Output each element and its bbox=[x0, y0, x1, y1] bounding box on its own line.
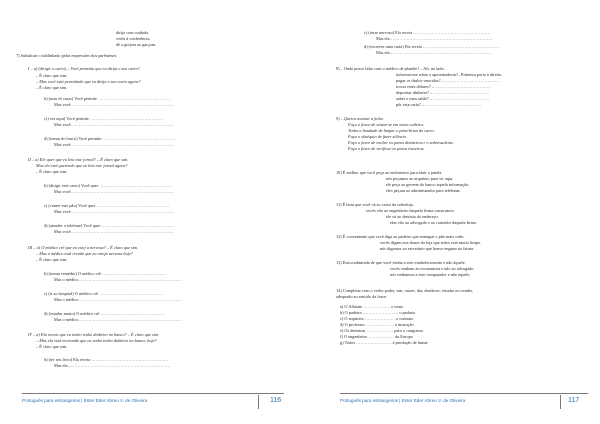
left-text-line: verbs à conferência. bbox=[116, 36, 151, 41]
right-text-line: saber o meu saldo? – ………………………………… bbox=[396, 96, 489, 101]
right-text-line: pôr esta carta? – ………………………………… bbox=[396, 102, 481, 107]
left-text-line: c) (comer este pão) Você quer …………………………………………… bbox=[44, 203, 170, 208]
left-text-line: dirija com cuidado. bbox=[116, 30, 150, 35]
right-text-line: 13) Estou admirada de que você venha a este estabelecimento e não àquele. bbox=[336, 260, 466, 265]
right-text-line: d) O professor ……………….. a instrução bbox=[340, 322, 414, 327]
left-text-line: Mas você……………………………………………………………… bbox=[54, 229, 174, 234]
left-text-line: c) (ver aqui) Você permite …………………………………………… bbox=[44, 116, 164, 121]
left-text-line: – Mas o médico está crendo que eu esteja nervosa hoje? bbox=[36, 251, 133, 256]
right-text-line: Faça o favor de encher os pneus dianteiros e o sobressalente. bbox=[348, 140, 455, 145]
left-text-line: Mas você……………………………………………………………… bbox=[54, 102, 174, 107]
left-text-line: d) (atender o telefone) Você quer …………………………………………… bbox=[44, 223, 175, 228]
left-text-line: Mas você……………………………………………………………… bbox=[54, 209, 174, 214]
right-text-line: Faça o favor de verificar os pneus traseiros. bbox=[348, 146, 425, 151]
right-text-line: 8) – Onde posso falar com o médico de plantão? – Ali, no lado. bbox=[336, 66, 445, 71]
right-text-line: c) O arquiteto ………………… o contrato bbox=[340, 316, 414, 321]
right-text-line: Faça o favor de sentar-se em outra cadeira. bbox=[348, 122, 424, 127]
left-text-line: – Mas ela está receiando que eu tenho tenho dinheiro no banco, hoje? bbox=[36, 338, 157, 343]
right-text-line: b) O padeiro ……………………. o padaria bbox=[340, 310, 416, 315]
left-text-line: II – a) Ele quer que eu leia este jornal? – É claro que sim. bbox=[28, 157, 129, 162]
left-text-line: Mas o médico……………………………………………………………… bbox=[54, 277, 182, 282]
left-footer-text: Português para estrangeiros | Ester Eder Abreu V. de Oliveira bbox=[22, 398, 148, 403]
left-text-line: b) (tomar remédio) O médico crê ……………………………………… bbox=[44, 271, 167, 276]
right-text-line: Mas ela……………………………………………………………… bbox=[376, 36, 493, 41]
right-text-line: Faça o obséquio de fazer silêncio. bbox=[348, 134, 407, 139]
right-footer-divider bbox=[560, 395, 561, 409]
left-text-line: – É claro que sim. bbox=[36, 257, 68, 262]
left-footer-rule bbox=[22, 393, 284, 394]
left-text-line: 7) Substituir o sublinhado pelas expressões dos parênteses: bbox=[16, 53, 118, 58]
right-text-line: d) (escrever uma carta) Ela receia ……………………………………………… bbox=[364, 44, 501, 49]
right-text-line: vocês vão ao engenheiro daquela firma construtora. bbox=[366, 208, 455, 213]
left-text-line: b) (ter seu livro) Ela receia ……………………………………………… bbox=[44, 357, 169, 362]
left-text-line: Mas você……………………………………………………………… bbox=[54, 189, 174, 194]
right-text-line: 9) – Queira assinar a ficha. bbox=[336, 116, 384, 121]
right-page bbox=[300, 0, 600, 424]
right-text-line: elas vão ao advogado e ao contador daquela firma. bbox=[390, 220, 477, 225]
left-text-line: – É claro que sim. bbox=[36, 169, 68, 174]
left-text-line: c) (ir ao hospital) O médico crê ……………………………………… bbox=[44, 291, 164, 296]
right-text-line: a) O Alfaiate ………………. o terno bbox=[340, 304, 404, 309]
right-text-line: eles peçam ao administrador para telefonar. bbox=[386, 188, 461, 193]
left-text-line: I – a) (dirigir o carro) – Você permitiu que eu dirija o seu carro? bbox=[28, 66, 140, 71]
right-text-line: pagar os títulos vencidos? – ………………………………… bbox=[396, 78, 501, 83]
right-text-line: g) Todos ……………………. à produção de lumar bbox=[340, 340, 428, 345]
left-text-line: Mas o médico……………………………………………………………… bbox=[54, 317, 182, 322]
right-page-number: 117 bbox=[568, 397, 580, 404]
right-text-line: informar-me sobre a aposentadoria?– Primeira porta à direita. bbox=[396, 72, 502, 77]
left-text-line: Mas ela……………………………………………………………… bbox=[54, 363, 171, 368]
right-text-line: ele vá ao dentista do endereço. bbox=[386, 214, 439, 219]
right-text-line: depositar dinheiro? – ………………………………… bbox=[396, 90, 490, 95]
right-text-line: f) O engenheiro ……………… da Europa bbox=[340, 334, 413, 339]
right-text-line: nós peçamos ao arquiteto para vir aqui. bbox=[386, 176, 454, 181]
left-text-line: d) (estudar muito) O médico crê ……………………………………… bbox=[44, 311, 165, 316]
right-footer-text: Português para estrangeiros | Ester Eder Abreu V. de Oliveira bbox=[340, 398, 466, 403]
right-text-line: nós venhamos a este computador e não àquele. bbox=[390, 272, 471, 277]
right-text-line: nós digamos ao secretário que houve engano na fatura. bbox=[380, 246, 475, 251]
right-text-line: 14) Completar com o verbo poder, sair, varrer, dar, obedecer, estudar ou vender, bbox=[336, 288, 474, 293]
left-text-line: – Mas você está permitindo que eu dirija o seu carro agora? bbox=[36, 79, 141, 84]
left-text-line: b) (usar di casas) Você permite …………………………………………… bbox=[44, 96, 172, 101]
right-text-line: 12) É conveniente que você diga ao padeiro que entregue o pão mais cedo. bbox=[336, 234, 465, 239]
right-text-line: Mas ela……………………………………………………………… bbox=[376, 50, 493, 55]
left-text-line: – É claro que sim. bbox=[36, 344, 68, 349]
left-text-line: b) (dirigir este carro) Você quer …………………………………………… bbox=[44, 183, 173, 188]
right-footer-rule bbox=[340, 393, 588, 394]
right-text-line: 11) É bom que você vá ao caixa da sobreloja. bbox=[336, 202, 414, 207]
left-text-line: Mas você……………………………………………………………… bbox=[54, 142, 174, 147]
left-text-line: – É claro que sim. bbox=[36, 85, 68, 90]
left-text-line: Mas o médico……………………………………………………………… bbox=[54, 297, 182, 302]
left-text-line: IV – a) Ela receia que eu tenho tenho dinheiro no banco? – É claro que sim. bbox=[28, 332, 160, 337]
right-text-line: ele peça ao gerente do banco aquela informação. bbox=[386, 182, 470, 187]
left-text-line: Mas você……………………………………………………………… bbox=[54, 122, 174, 127]
left-text-line: dê a gorjeta ao garçom. bbox=[116, 42, 157, 47]
right-text-line: adequado ao sentido da frase: bbox=[336, 294, 387, 299]
right-text-line: vocês digam aos donos da loja que todos está muito limpo. bbox=[380, 240, 482, 245]
left-text-line: Mas ele está querendo que eu leia este jornal agora? bbox=[36, 163, 128, 168]
left-text-line: d) (tomar do barco) Você permite …………………………………………… bbox=[44, 136, 176, 141]
right-text-line: e) Os dentistas ………………. para o congresso bbox=[340, 328, 424, 333]
left-text-line: – É claro que sim. bbox=[36, 73, 68, 78]
left-text-line: III – a) O médico crê que eu estej a nervosa? – É claro que sim. bbox=[28, 245, 139, 250]
left-page-number: 116 bbox=[270, 397, 282, 404]
right-text-line: Tenha a bondade de limpar o pára-brisa do carro. bbox=[348, 128, 435, 133]
left-footer-divider bbox=[258, 395, 259, 409]
right-text-line: 10) É melhor que você peça ao enfermeiro para abrir a janela. bbox=[336, 170, 443, 175]
right-text-line: vocês venham ao economista e não ao advogado. bbox=[390, 266, 475, 271]
right-text-line: c) (estar nervoso) Ela receia ……………………………………………… bbox=[364, 30, 491, 35]
right-text-line: trocar estes dólares? – ………………………………… bbox=[396, 84, 491, 89]
